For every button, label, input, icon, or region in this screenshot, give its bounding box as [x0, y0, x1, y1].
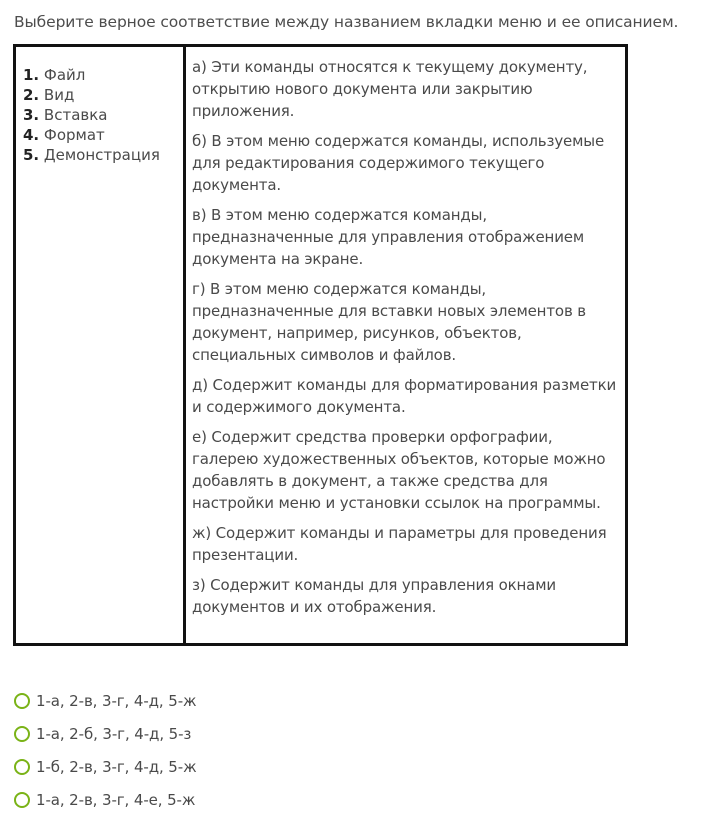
description-item: д) Содержит команды для форматирования разметки и содержимого документа.: [192, 376, 617, 416]
radio-button-icon[interactable]: [14, 726, 30, 742]
description-item: а) Эти команды относятся к текущему документу, открытию нового документа или закрытию приложения.: [192, 58, 588, 120]
menu-item: [23, 65, 183, 85]
matching-table: [13, 44, 628, 646]
radio-button-icon[interactable]: [14, 693, 30, 709]
menu-item: [23, 105, 183, 125]
answer-option-3[interactable]: [14, 750, 196, 783]
menu-item-number: 1.: [23, 66, 40, 84]
menu-item: [23, 145, 183, 165]
answer-option-1[interactable]: [14, 684, 196, 717]
description-item: в) В этом меню содержатся команды, предназначенные для управления отображением документа на экране.: [192, 206, 585, 268]
description-item: з) Содержит команды для управления окнами документов и их отображения.: [192, 576, 556, 616]
menu-item-name: Формат: [43, 126, 105, 144]
answer-label[interactable]: 1-а, 2-в, 3-г, 4-д, 5-ж: [36, 691, 197, 710]
radio-button-icon[interactable]: [14, 759, 30, 775]
menu-item-name: Файл: [43, 66, 86, 84]
menu-item: [23, 85, 183, 105]
answer-options: [14, 684, 196, 816]
menu-item-number: 2.: [23, 86, 40, 104]
menu-tabs-column: [16, 47, 186, 643]
menu-item: [23, 125, 183, 145]
answer-option-2[interactable]: [14, 717, 196, 750]
description-item: ж) Содержит команды и параметры для проведения презентации.: [192, 524, 607, 564]
menu-item-name: Вставка: [43, 106, 108, 124]
answer-option-4[interactable]: [14, 783, 196, 816]
menu-item-number: 5.: [23, 146, 40, 164]
menu-item-name: Демонстрация: [43, 146, 160, 164]
descriptions-column: [186, 47, 625, 643]
menu-item-name: Вид: [43, 86, 75, 104]
description-item: г) В этом меню содержатся команды, предназначенные для вставки новых элементов в документ, например, рисунков, объектов, специальных символов и файлов.: [192, 280, 586, 364]
answer-label[interactable]: 1-б, 2-в, 3-г, 4-д, 5-ж: [36, 757, 197, 776]
radio-button-icon[interactable]: [14, 792, 30, 808]
menu-item-number: 3.: [23, 106, 40, 124]
answer-label[interactable]: 1-а, 2-в, 3-г, 4-е, 5-ж: [36, 790, 196, 809]
answer-label[interactable]: 1-а, 2-б, 3-г, 4-д, 5-з: [36, 724, 192, 743]
question-text: Выберите верное соответствие между названием вкладки меню и ее описанием.: [14, 13, 679, 31]
description-item: е) Содержит средства проверки орфографии, галерею художественных объектов, которые можно добавлять в документ, а также средства для настройки меню и установки ссылок на программы.: [192, 428, 606, 512]
description-item: б) В этом меню содержатся команды, используемые для редактирования содержимого текущего документа.: [192, 132, 605, 194]
menu-item-number: 4.: [23, 126, 40, 144]
